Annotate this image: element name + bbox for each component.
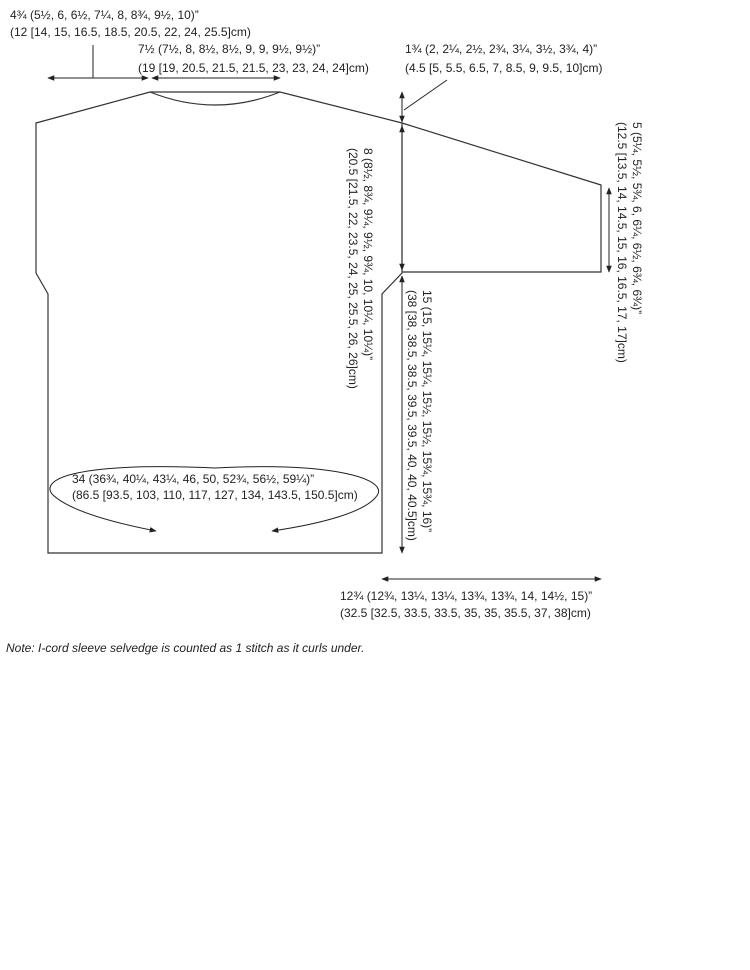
neckline-curve [150, 92, 280, 105]
neck-label-cm: (19 [19, 20.5, 21.5, 21.5, 23, 23, 24, 24]cm) [138, 61, 369, 75]
sleeve-cuff-label-in: 5 (5¼, 5½, 5¾, 6, 6¼, 6½, 6¾, 6¾)” [630, 122, 644, 315]
sleeve-cuff-label-cm: (12.5 [13.5, 14, 14.5, 15, 16, 16.5, 17, 17]cm) [615, 122, 629, 363]
body-length-label-cm: (38 [38, 38.5, 38.5, 39.5, 39.5, 40, 40, 40.5]cm) [405, 290, 419, 541]
sleeve-width-label-in: 12¾ (12¾, 13¼, 13¼, 13¾, 13¾, 14, 14½, 15)” [340, 589, 593, 603]
sleeve-width-label-cm: (32.5 [32.5, 33.5, 33.5, 35, 35, 35.5, 37, 38]cm) [340, 606, 591, 620]
chest-label-in: 34 (36¾, 40¼, 43¼, 46, 50, 52¾, 56½, 59¼)” [72, 472, 315, 486]
sleeve-outline [402, 123, 601, 272]
shoulder-label-in: 4¾ (5½, 6, 6½, 7¼, 8, 8¾, 9½, 10)” [10, 8, 199, 22]
chest-label-cm: (86.5 [93.5, 103, 110, 117, 127, 134, 143.5, 150.5]cm) [72, 488, 358, 502]
shoulder-drop-label-in: 1¾ (2, 2¼, 2½, 2¾, 3¼, 3½, 3¾, 4)” [405, 42, 598, 56]
neck-label-in: 7½ (7½, 8, 8½, 8½, 9, 9, 9½, 9½)” [138, 42, 321, 56]
selvedge-note: Note: I-cord sleeve selvedge is counted as 1 stitch as it curls under. [6, 641, 365, 655]
armhole-label-in: 8 (8½, 8¾, 9¼, 9½, 9¾, 10, 10¼, 10¼)” [361, 148, 375, 361]
shoulder-drop-label-cm: (4.5 [5, 5.5, 6.5, 7, 8.5, 9, 9.5, 10]cm) [405, 61, 603, 75]
shoulder-drop-leader [404, 80, 447, 110]
shoulder-label-cm: (12 [14, 15, 16.5, 18.5, 20.5, 22, 24, 25.5]cm) [10, 25, 251, 39]
body-length-label-in: 15 (15, 15¼, 15¼, 15½, 15½, 15¾, 15¾, 16)” [420, 290, 434, 533]
armhole-label-cm: (20.5 [21.5, 22, 23.5, 24, 25, 25.5, 26, 26]cm) [346, 148, 360, 389]
